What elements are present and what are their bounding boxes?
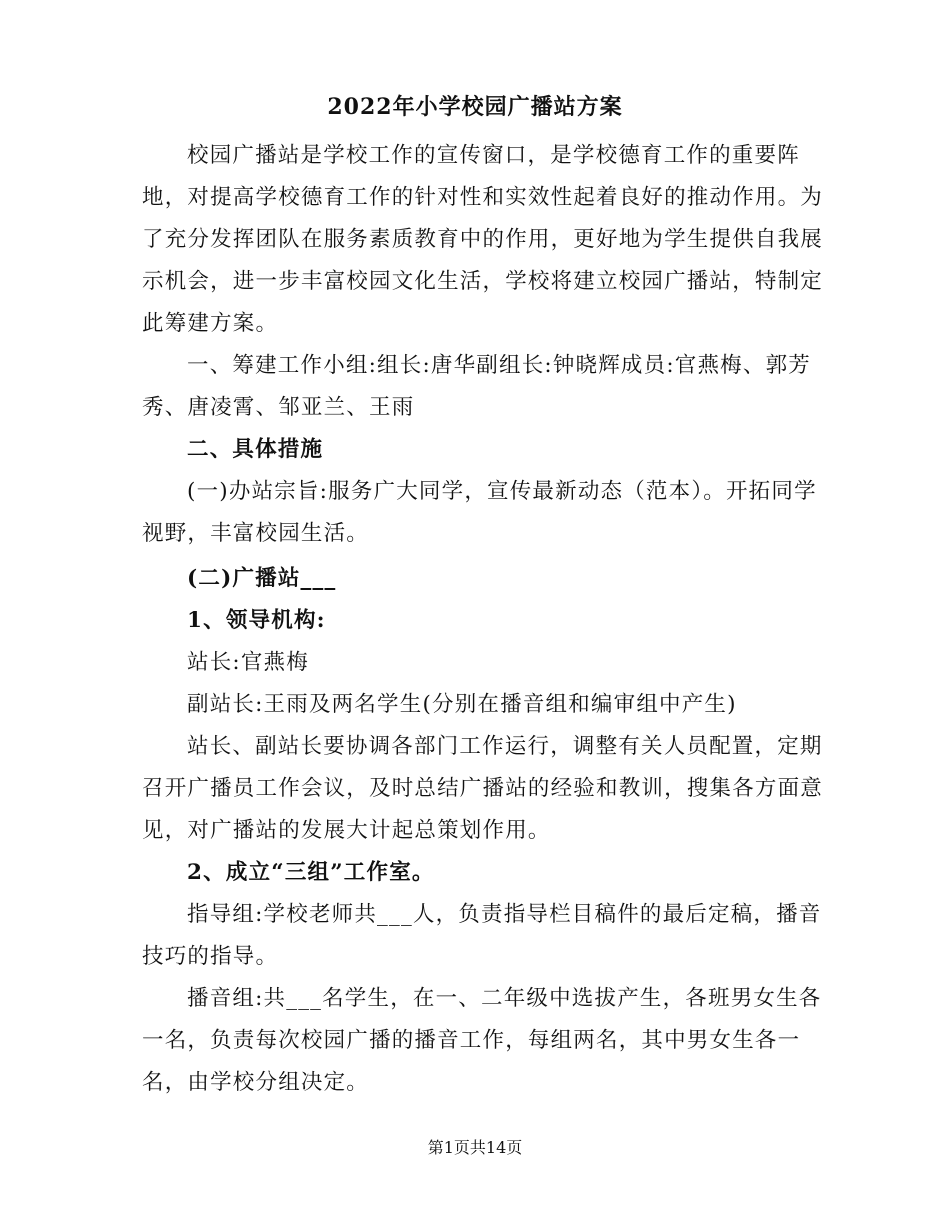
paragraph-line: 了充分发挥团队在服务素质教育中的作用，更好地为学生提供自我展 <box>142 227 824 252</box>
paragraph-line: 副站长:王雨及两名学生(分别在播音组和编审组中产生) <box>187 692 737 717</box>
paragraph-line: 指导组:学校老师共___人，负责指导栏目稿件的最后定稿，播音 <box>187 902 822 927</box>
page-footer: 第1页共14页 <box>427 1138 523 1157</box>
paragraph-line: 一、筹建工作小组:组长:唐华副组长:钟晓辉成员:官燕梅、郭芳 <box>187 353 811 378</box>
paragraph-line: 一名，负责每次校园广播的播音工作，每组两名，其中男女生各一 <box>142 1028 801 1053</box>
paragraph-line: 此筹建方案。 <box>142 311 279 336</box>
subsection-heading: 2、成立“三组”工作室。 <box>187 860 435 885</box>
subsection-heading: 1、领导机构: <box>187 608 326 633</box>
paragraph-line: 技巧的指导。 <box>142 944 279 969</box>
paragraph-line: 站长、副站长要协调各部门工作运行，调整有关人员配置，定期 <box>187 734 823 759</box>
paragraph-line: 秀、唐凌霄、邹亚兰、王雨 <box>142 395 415 420</box>
paragraph-line: (一)办站宗旨:服务广大同学，宣传最新动态（范本）。开拓同学 <box>187 479 817 504</box>
paragraph-line: 名，由学校分组决定。 <box>142 1070 370 1095</box>
subsection-heading: (二)广播站___ <box>187 566 337 591</box>
paragraph-line: 示机会，进一步丰富校园文化生活，学校将建立校园广播站，特制定 <box>142 269 824 294</box>
paragraph-line: 播音组:共___名学生，在一、二年级中选拔产生，各班男女生各 <box>187 986 822 1011</box>
paragraph-line: 地，对提高学校德育工作的针对性和实效性起着良好的推动作用。为 <box>142 185 824 210</box>
document-title: 2022年小学校园广播站方案 <box>327 94 623 120</box>
paragraph-line: 校园广播站是学校工作的宣传窗口，是学校德育工作的重要阵 <box>187 143 800 168</box>
paragraph-line: 召开广播员工作会议，及时总结广播站的经验和教训，搜集各方面意 <box>142 776 824 801</box>
paragraph-line: 站长:官燕梅 <box>187 650 309 675</box>
section-heading: 二、具体措施 <box>187 437 324 462</box>
paragraph-line: 视野，丰富校园生活。 <box>142 521 370 546</box>
paragraph-line: 见，对广播站的发展大计起总策划作用。 <box>142 818 551 843</box>
